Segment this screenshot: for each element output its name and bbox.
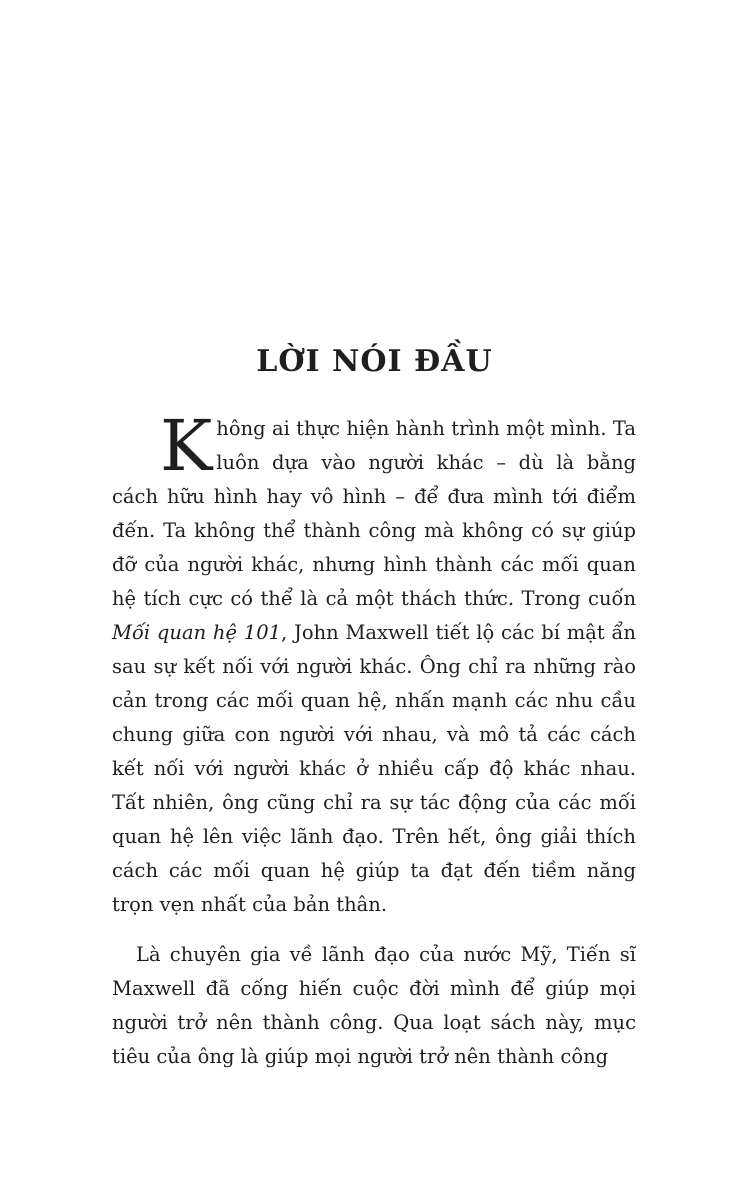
- paragraph-1-text-b: , John Maxwell tiết lộ các bí mật ẩn sau sự kết nối với người khác. Ông chỉ ra những rào cản trong các mối quan hệ, nhấn mạnh các nhu cầu chung giữa con người với nhau, và mô tả các cách kết nối với người khác ở nhiều cấp độ khác nhau. Tất nhiên, ông cũng chỉ ra sự tác động của các mối quan hệ lên việc lãnh đạo. Trên hết, ông giải thích cách các mối quan hệ giúp ta đạt đến tiềm năng trọn vẹn nhất của bản thân.: [112, 621, 636, 916]
- body-text: [112, 405, 636, 1074]
- book-title-italic: Mối quan hệ 101: [112, 621, 282, 644]
- drop-cap: K: [160, 405, 213, 487]
- paragraph-1: [112, 405, 636, 922]
- paragraph-1-text-a: hông ai thực hiện hành trình một mình. Ta luôn dựa vào người khác – dù là bằng cách hữu hình hay vô hình – để đưa mình tới điểm đến. Ta không thể thành công mà không có sự giúp đỡ của người khác, nhưng hình thành các mối quan hệ tích cực có thể là cả một thách thức. Trong cuốn: [112, 417, 636, 610]
- paragraph-2: Là chuyên gia về lãnh đạo của nước Mỹ, Tiến sĩ Maxwell đã cống hiến cuộc đời mình để giúp mọi người trở nên thành công. Qua loạt sách này, mục tiêu của ông là giúp mọi người trở nên thành công: [112, 943, 636, 1068]
- chapter-title: LỜI NÓI ĐẦU: [256, 344, 493, 380]
